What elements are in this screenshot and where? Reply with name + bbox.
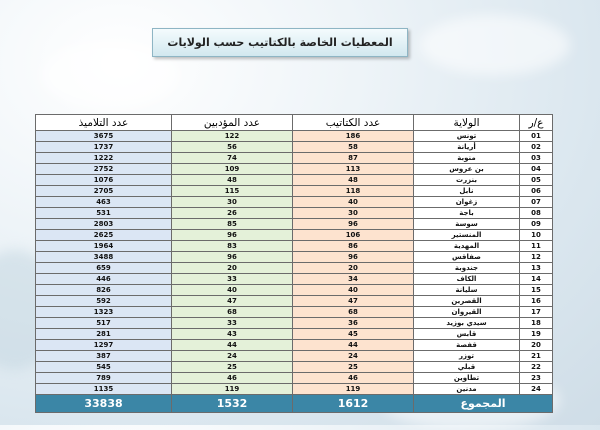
header-students: عدد التلاميذ	[36, 115, 172, 131]
row-index: 06	[520, 186, 553, 197]
row-index: 03	[520, 153, 553, 164]
row-muaddibs: 25	[172, 362, 293, 373]
table-row	[36, 208, 553, 219]
row-index: 20	[520, 340, 553, 351]
row-index: 01	[520, 131, 553, 142]
row-students: 463	[36, 197, 172, 208]
row-kuttabs: 68	[293, 307, 414, 318]
table-row	[36, 329, 553, 340]
row-index: 15	[520, 285, 553, 296]
row-index: 08	[520, 208, 553, 219]
row-kuttabs: 48	[293, 175, 414, 186]
row-governorate: المنستير	[414, 230, 520, 241]
row-index: 04	[520, 164, 553, 175]
background-highlight	[420, 15, 570, 75]
row-index: 11	[520, 241, 553, 252]
row-kuttabs: 186	[293, 131, 414, 142]
row-muaddibs: 115	[172, 186, 293, 197]
row-muaddibs: 30	[172, 197, 293, 208]
row-kuttabs: 96	[293, 252, 414, 263]
row-index: 07	[520, 197, 553, 208]
table-row	[36, 362, 553, 373]
table-totals	[36, 395, 553, 413]
row-kuttabs: 106	[293, 230, 414, 241]
row-kuttabs: 40	[293, 285, 414, 296]
row-governorate: تطاوين	[414, 373, 520, 384]
table-row	[36, 351, 553, 362]
row-muaddibs: 43	[172, 329, 293, 340]
row-students: 826	[36, 285, 172, 296]
table-row	[36, 274, 553, 285]
row-kuttabs: 118	[293, 186, 414, 197]
row-kuttabs: 46	[293, 373, 414, 384]
row-index: 21	[520, 351, 553, 362]
row-governorate: قبلي	[414, 362, 520, 373]
row-governorate: سيدي بوزيد	[414, 318, 520, 329]
row-kuttabs: 86	[293, 241, 414, 252]
row-students: 2752	[36, 164, 172, 175]
row-kuttabs: 40	[293, 197, 414, 208]
header-index: ع/ر	[520, 115, 553, 131]
row-students: 659	[36, 263, 172, 274]
row-muaddibs: 96	[172, 252, 293, 263]
row-index: 05	[520, 175, 553, 186]
row-students: 592	[36, 296, 172, 307]
row-index: 17	[520, 307, 553, 318]
row-kuttabs: 24	[293, 351, 414, 362]
row-muaddibs: 26	[172, 208, 293, 219]
slide-title: المعطيات الخاصة بالكتاتيب حسب الولايات	[152, 28, 408, 57]
table-row	[36, 307, 553, 318]
row-students: 1135	[36, 384, 172, 395]
table-row	[36, 263, 553, 274]
table-row	[36, 373, 553, 384]
table-row	[36, 186, 553, 197]
table-row	[36, 384, 553, 395]
row-index: 14	[520, 274, 553, 285]
row-index: 09	[520, 219, 553, 230]
row-muaddibs: 74	[172, 153, 293, 164]
table-row	[36, 340, 553, 351]
table-row	[36, 175, 553, 186]
row-index: 23	[520, 373, 553, 384]
row-students: 1222	[36, 153, 172, 164]
row-governorate: زغوان	[414, 197, 520, 208]
row-muaddibs: 83	[172, 241, 293, 252]
row-students: 517	[36, 318, 172, 329]
row-muaddibs: 24	[172, 351, 293, 362]
row-governorate: منوبة	[414, 153, 520, 164]
kuttab-statistics-table	[35, 114, 553, 413]
table-row	[36, 296, 553, 307]
row-students: 1076	[36, 175, 172, 186]
row-governorate: الكاف	[414, 274, 520, 285]
row-muaddibs: 20	[172, 263, 293, 274]
row-index: 19	[520, 329, 553, 340]
header-muaddibs: عدد المؤدبين	[172, 115, 293, 131]
row-governorate: قفصة	[414, 340, 520, 351]
row-students: 1297	[36, 340, 172, 351]
row-governorate: صفاقس	[414, 252, 520, 263]
row-muaddibs: 33	[172, 318, 293, 329]
row-muaddibs: 122	[172, 131, 293, 142]
row-index: 24	[520, 384, 553, 395]
row-governorate: باجة	[414, 208, 520, 219]
row-muaddibs: 33	[172, 274, 293, 285]
row-muaddibs: 46	[172, 373, 293, 384]
row-index: 16	[520, 296, 553, 307]
total-students: 33838	[36, 395, 172, 413]
row-governorate: القيروان	[414, 307, 520, 318]
row-muaddibs: 56	[172, 142, 293, 153]
row-muaddibs: 48	[172, 175, 293, 186]
table-row	[36, 164, 553, 175]
row-index: 22	[520, 362, 553, 373]
row-kuttabs: 96	[293, 219, 414, 230]
row-kuttabs: 44	[293, 340, 414, 351]
row-muaddibs: 44	[172, 340, 293, 351]
row-governorate: بنزرت	[414, 175, 520, 186]
row-governorate: أريانة	[414, 142, 520, 153]
total-kuttabs: 1612	[293, 395, 414, 413]
row-index: 12	[520, 252, 553, 263]
row-index: 13	[520, 263, 553, 274]
row-kuttabs: 36	[293, 318, 414, 329]
row-muaddibs: 47	[172, 296, 293, 307]
totals-label: المجموع	[414, 395, 553, 413]
table-row	[36, 131, 553, 142]
table-row	[36, 197, 553, 208]
row-governorate: قابس	[414, 329, 520, 340]
row-students: 281	[36, 329, 172, 340]
row-kuttabs: 113	[293, 164, 414, 175]
table-row	[36, 230, 553, 241]
table-row	[36, 219, 553, 230]
row-governorate: تونس	[414, 131, 520, 142]
row-governorate: مدنين	[414, 384, 520, 395]
row-kuttabs: 34	[293, 274, 414, 285]
row-muaddibs: 119	[172, 384, 293, 395]
row-students: 3488	[36, 252, 172, 263]
table-row	[36, 285, 553, 296]
row-muaddibs: 85	[172, 219, 293, 230]
row-governorate: سوسة	[414, 219, 520, 230]
row-students: 2625	[36, 230, 172, 241]
row-kuttabs: 45	[293, 329, 414, 340]
table-body	[36, 131, 553, 395]
row-kuttabs: 87	[293, 153, 414, 164]
row-kuttabs: 20	[293, 263, 414, 274]
table-header	[36, 115, 553, 131]
row-students: 531	[36, 208, 172, 219]
table-row	[36, 241, 553, 252]
row-kuttabs: 30	[293, 208, 414, 219]
row-governorate: نابل	[414, 186, 520, 197]
row-kuttabs: 58	[293, 142, 414, 153]
row-students: 1964	[36, 241, 172, 252]
row-governorate: توزر	[414, 351, 520, 362]
row-muaddibs: 68	[172, 307, 293, 318]
table-row	[36, 142, 553, 153]
header-kuttabs: عدد الكتاتيب	[293, 115, 414, 131]
header-governorate: الولاية	[414, 115, 520, 131]
table-row	[36, 318, 553, 329]
row-kuttabs: 119	[293, 384, 414, 395]
row-students: 1323	[36, 307, 172, 318]
table-row	[36, 252, 553, 263]
row-governorate: القصرين	[414, 296, 520, 307]
row-governorate: سليانة	[414, 285, 520, 296]
row-kuttabs: 25	[293, 362, 414, 373]
row-students: 446	[36, 274, 172, 285]
row-students: 789	[36, 373, 172, 384]
row-students: 2705	[36, 186, 172, 197]
row-index: 18	[520, 318, 553, 329]
row-muaddibs: 40	[172, 285, 293, 296]
row-students: 3675	[36, 131, 172, 142]
row-index: 10	[520, 230, 553, 241]
total-muaddibs: 1532	[172, 395, 293, 413]
row-students: 387	[36, 351, 172, 362]
row-students: 1737	[36, 142, 172, 153]
row-students: 545	[36, 362, 172, 373]
table-row	[36, 153, 553, 164]
row-governorate: بن عروس	[414, 164, 520, 175]
row-index: 02	[520, 142, 553, 153]
row-students: 2803	[36, 219, 172, 230]
row-governorate: المهدية	[414, 241, 520, 252]
row-muaddibs: 96	[172, 230, 293, 241]
row-muaddibs: 109	[172, 164, 293, 175]
row-kuttabs: 47	[293, 296, 414, 307]
row-governorate: جندوبة	[414, 263, 520, 274]
